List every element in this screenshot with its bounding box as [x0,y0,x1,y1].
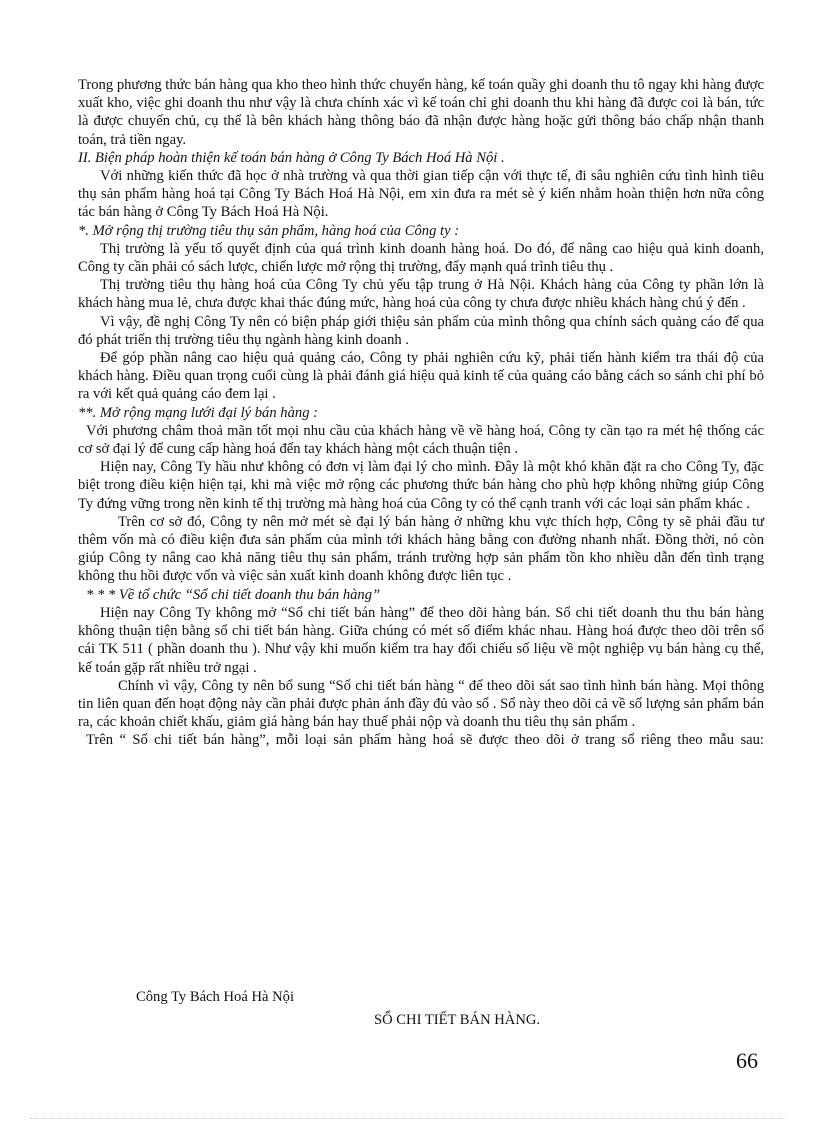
section-heading: **. Mở rộng mạng lưới đại lý bán hàng : [78,404,318,421]
paragraph: Vì vậy, đề nghị Công Ty nên có biện pháp giới thiệu sản phẩm của mình thông qua chính sách quảng cáo để qua đó phát triển thị trường tiêu thụ ngành hàng kinh doanh . [78,313,764,348]
document-body [78,76,764,750]
paragraph: Với phương châm thoả mãn tốt mọi nhu cầu của khách hàng về về hàng hoá, Công ty cần tạo ra mét hệ thống các cơ sở đại lý để cung cấp hàng hoá đến tay khách hàng một cách thuận tiện . [78,422,764,458]
paragraph: Trên cơ sở đó, Công ty nên mở mét sè đại lý bán hàng ở những khu vực thích hợp, Công ty sẽ phải đầu tư thêm vốn mà có điều kiện đưa sản phẩm của mình tới khách hàng bằng con đường nhanh nhất. Đồng thời, nó còn giúp Công ty nâng cao khả năng tiêu thụ sản phẩm, tránh trường hợp sản phẩm tồn kho nhiều dẫn đến tình trạng không thu hồi được vốn và việc sản xuất kinh doanh không được liên tục . [78,513,764,585]
company-header: Công Ty Bách Hoá Hà Nội [136,989,295,1005]
page-number: 66 [736,1048,758,1073]
paragraph: Thị trường là yếu tố quyết định của quá trình kinh doanh hàng hoá. Do đó, để nâng cao hiệu quả kinh doanh, Công ty cần phải có sách lược, chiến lược mở rộng thị trường, đẩy mạnh quá trình tiêu thụ . [78,240,764,276]
paragraph: Hiện nay, Công Ty hầu như không có đơn vị làm đại lý cho mình. Đây là một khó khăn đặt ra cho Công Ty, đặc biệt trong điều kiện hiện tại, khi mà việc mở rộng các phương thức bán hàng cho phù hợp không những giúp Công Ty đứng vững trong nền kinh tế thị trường mà hàng hoá của Công ty có thể cạnh tranh với các loại sản phẩm khác . [78,459,764,512]
paragraph: Trong phương thức bán hàng qua kho theo hình thức chuyển hàng, kế toán quầy ghi doanh thu tô ngay khi hàng được xuất kho, việc ghi doanh thu như vậy là chưa chính xác vì kế toán chỉ ghi doanh thu khi hàng đã được coi là bán, tức là được chuyển chủ, cụ thể là bên khách hàng thông báo đã nhận được hàng hoặc gửi thông báo chấp nhận thanh toán, trả tiền ngay. [78,77,764,148]
paragraph: Với những kiến thức đã học ở nhà trường và qua thời gian tiếp cận với thực tế, đi sâu nghiên cứu tình hình tiêu thụ sản phẩm hàng hoá tại Công Ty Bách Hoá Hà Nội, em xin đưa ra mét sè ý kiến nhằm hoàn thiện hơn nữa công tác bán hàng ở Công Ty Bách Hoá Hà Nội. [78,168,764,221]
paragraph: Trên “ Sổ chi tiết bán hàng”, mỗi loại sản phẩm hàng hoá sẽ được theo dõi ở trang sổ riêng theo mẫu sau: [86,732,764,749]
page-bottom-rule [30,1118,786,1119]
ledger-title: SỔ CHI TIẾT BÁN HÀNG. [374,1012,541,1028]
section-heading: *. Mở rộng thị trường tiêu thụ sản phẩm, hàng hoá của Công ty : [78,222,460,239]
section-heading: * * * Về tổ chức “Sổ chi tiết doanh thu bán hàng” [86,586,381,603]
paragraph: Để góp phần nâng cao hiệu quả quảng cáo, Công ty phải nghiên cứu kỹ, phải tiến hành kiểm tra thái độ của khách hàng. Điều quan trọng cuối cùng là phải đánh giá hiệu quả kinh tế của quảng cáo bằng cách so sánh chi phí bỏ ra với kết quả quảng cáo đem lại . [78,350,764,403]
paragraph: Hiện nay Công Ty không mở “Sổ chi tiết bán hàng” để theo dõi hàng bán. Sổ chi tiết doanh thu thu bán hàng không thuận tiện bằng sổ chi tiết bán hàng. Giữa chúng có mét số điểm khác nhau. Hàng hoá được theo dõi trên sổ cái TK 511 ( phần doanh thu ). Như vậy khi muốn kiểm tra hay đối chiếu số liệu về một nghiệp vụ bán hàng cụ thể, kế toán gặp rất nhiều trở ngại . [78,604,764,676]
paragraph: Chính vì vậy, Công ty nên bổ sung “Sổ chi tiết bán hàng “ để theo dõi sát sao tình hình bán hàng. Mọi thông tin liên quan đến hoạt động này cần phải được phản ánh đầy đủ vào sổ . Sổ này theo dõi cả về số lượng sản phẩm bán ra, các khoản chiết khấu, giảm giá hàng bán hay thuế phải nộp và doanh thu tiêu thụ sản phẩm . [78,677,764,731]
paragraph: Thị trường tiêu thụ hàng hoá của Công Ty chủ yếu tập trung ở Hà Nội. Khách hàng của Công ty phần lớn là khách hàng mua lẻ, chưa được khai thác đúng mức, hàng hoá của công ty chưa được nhiều khách hàng chú ý đến . [78,277,764,312]
section-heading: II. Biện pháp hoàn thiện kế toán bán hàng ở Công Ty Bách Hoá Hà Nội . [78,149,505,166]
